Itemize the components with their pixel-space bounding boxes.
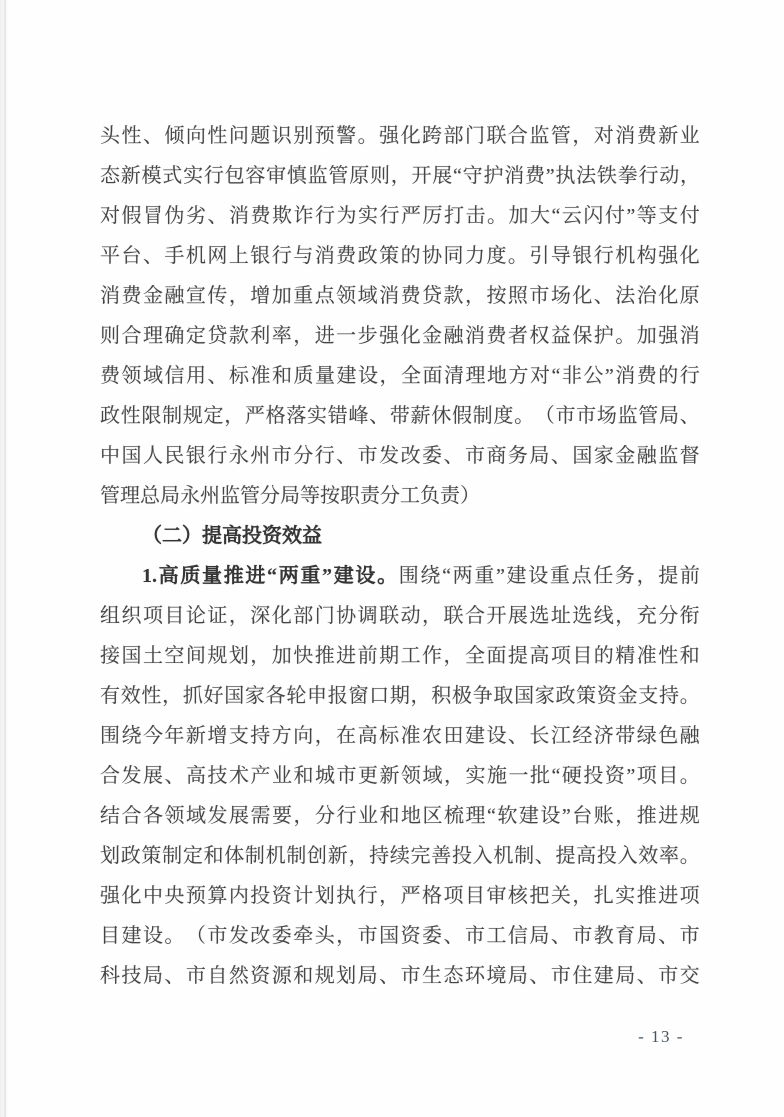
text-line: 有 效 性 ， 抓 好 国 家 各 轮 申 报 窗 口 期 ， 积 极 争 取 国 家 政 策 资 金 支 持 。 (100, 685, 700, 707)
text-line: 围 绕 今 年 新 增 支 持 方 向 ， 在 高 标 准 农 田 建 设 、 长 江 经 济 带 绿 色 融 (100, 725, 700, 747)
section-heading: （二）提高投资效益 (142, 525, 322, 547)
text-line: 目 建 设 。 （ 市 发 改 委 牵 头 ， 市 国 资 委 、 市 工 信 局 、 市 教 育 局 、 市 (100, 925, 700, 947)
text-line: 强 化 中 央 预 算 内 投 资 计 划 执 行 ， 严 格 项 目 审 核 把 关 ， 扎 实 推 进 项 (100, 885, 700, 907)
text-line: 平 台 、 手 机 网 上 银 行 与 消 费 政 策 的 协 同 力 度 。 引 导 银 行 机 构 强 化 (100, 245, 700, 267)
text-line: 组 织 项 目 论 证 ， 深 化 部 门 协 调 联 动 ， 联 合 开 展 选 址 选 线 ， 充 分 衔 (100, 605, 700, 627)
text-line: 中 国 人 民 银 行 永 州 市 分 行 、 市 发 改 委 、 市 商 务 局 、 国 家 金 融 监 督 (100, 445, 700, 467)
text-line: 划 政 策 制 定 和 体 制 机 制 创 新 ， 持 续 完 善 投 入 机 制 、 提 高 投 入 效 率 。 (100, 845, 700, 867)
text-line: 费 领 域 信 用 、 标 准 和 质 量 建 设 ， 全 面 清 理 地 方 对 “ 非 公 ” 消 费 的 行 (100, 365, 700, 387)
text-line: 合 发 展 、 高 技 术 产 业 和 城 市 更 新 领 域 ， 实 施 一 批 “ 硬 投 资 ” 项 目 。 (100, 765, 700, 787)
text-line: 对 假 冒 伪 劣 、 消 费 欺 诈 行 为 实 行 严 厉 打 击 。 加 大 “ 云 闪 付 ” 等 支 付 (100, 205, 700, 227)
text-line: 态 新 模 式 实 行 包 容 审 慎 监 管 原 则 ， 开 展 “ 守 护 消 费 ” 执 法 铁 拳 行 动 ， (100, 165, 700, 187)
text-line: 政 性 限 制 规 定 ， 严 格 落 实 错 峰 、 带 薪 休 假 制 度 。 （ 市 市 场 监 管 局 、 (100, 405, 700, 427)
page-number: - 13 - (638, 1027, 684, 1046)
text-line: 消 费 金 融 宣 传 ， 增 加 重 点 领 域 消 费 贷 款 ， 按 照 市 场 化 、 法 治 化 原 (100, 285, 700, 307)
text-line: 则 合 理 确 定 贷 款 利 率 ， 进 一 步 强 化 金 融 消 费 者 权 益 保 护 。 加 强 消 (100, 325, 700, 347)
text-line: 科 技 局 、 市 自 然 资 源 和 规 划 局 、 市 生 态 环 境 局 、 市 住 建 局 、 市 交 (100, 965, 700, 987)
text-line: 接 国 土 空 间 规 划 ， 加 快 推 进 前 期 工 作 ， 全 面 提 高 项 目 的 精 准 性 和 (100, 645, 700, 667)
document-body (100, 116, 700, 996)
scan-edge-line (4, 0, 6, 1117)
text-line: 管理总局永州监管分局等按职责分工负责） (100, 485, 480, 507)
text-line: 结 合 各 领 域 发 展 需 要 ， 分 行 业 和 地 区 梳 理 “ 软 建 设 ” 台 账 ， 推 进 规 (100, 805, 700, 827)
text-line: 1. 高 质 量 推 进 “ 两 重 ” 建 设 。 围 绕 “ 两 重 ” 建 设 重 点 任 务 ， 提 前 (142, 565, 700, 587)
text-line: 头 性 、 倾 向 性 问 题 识 别 预 警 。 强 化 跨 部 门 联 合 监 管 ， 对 消 费 新 业 (100, 125, 700, 147)
